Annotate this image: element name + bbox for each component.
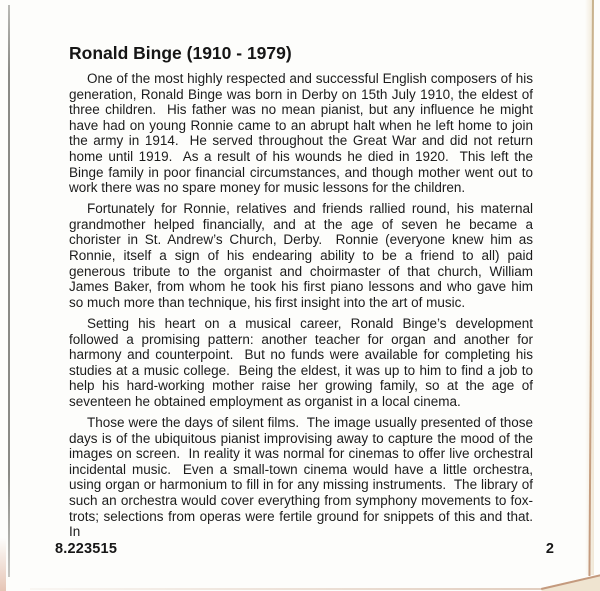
page-title: Ronald Binge (1910 - 1979) — [69, 43, 292, 63]
paragraph-4: Those were the days of silent films. The image usually presented of those days is of the ubiquitous pianist improvising away to capture the mood of the images on screen. In reality it was normal for cinemas to offer live orchestral incidental music. Even a small-town cinema would have a little orchestra, using organ or harmonium to fill in for any missing instruments. The library of such an orchestra would cover everything from symphony movements to fox-trots; selections from operas were fertile ground for snippets of this and that. In — [69, 414, 541, 540]
paragraph-2: Fortunately for Ronnie, relatives and friends rallied round, his maternal grandmother helped financially, and at the age of seven he became a chorister in St. Andrew’s Church, Derby. Ronnie (everyone knew him as Ronnie, itself a sign of his endearing ability to be a friend to all) paid generous tribute to the organist and choirmaster of that church, William James Baker, from whom he took his first piano lessons and who gave him so much more than technique, his first insight into the art of music. — [69, 201, 537, 310]
paragraph-3: Setting his heart on a musical career, Ronald Binge’s development followed a promising pattern: another teacher for organ and another for harmony and counterpoint. But no funds were available for completing his studies at a music college. Being the eldest, it was up to him to find a job to help his hard-working mother raise her growing family, so at the age of seventeen he obtained employment as organist in a local cinema. — [69, 315, 537, 409]
catalog-number: 8.223515 — [55, 541, 118, 557]
paragraph-1: One of the most highly respected and successful English composers of his generation, Ronald Binge was born in Derby on 15th July 1910, the eldest of three children. His father was no mean pianist, but any influence he might have had on young Ronnie came to an abrupt halt when he left home to join the army in 1914. He served throughout the Great War and did not return home until 1919. As a result of his wounds he died in 1920. This left the Binge family in poor financial circumstances, and though mother went out to work there was no spare money for music lessons for the children. — [69, 71, 537, 196]
page-number: 2 — [545, 541, 554, 557]
scan-bottom-page-edge-line — [30, 588, 545, 590]
liner-notes-text — [69, 43, 541, 540]
page-footer — [0, 541, 600, 557]
scan-spine-fold-line — [8, 5, 10, 577]
